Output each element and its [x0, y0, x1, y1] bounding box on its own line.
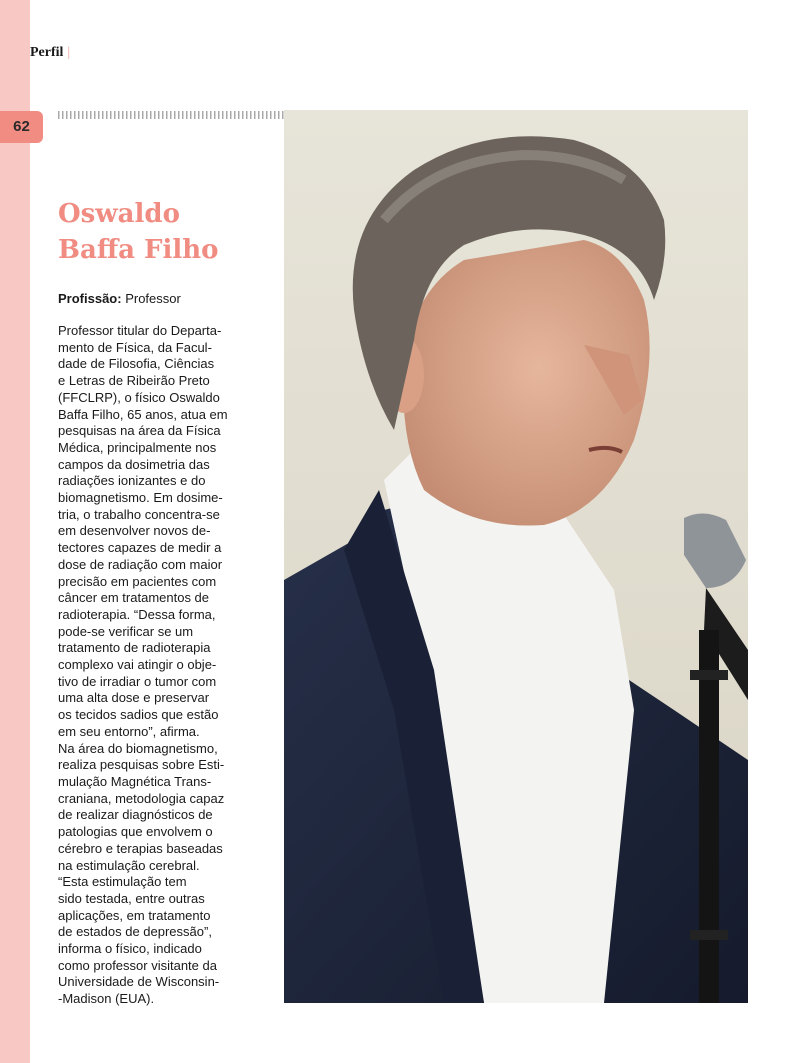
- profile-name-line-2: Baffa Filho: [58, 235, 219, 265]
- bio-line: câncer em tratamentos de: [58, 590, 210, 606]
- bio-line: sido testada, entre outras: [58, 890, 205, 906]
- profession-line: [58, 291, 278, 307]
- bio-line: informa o físico, indicado: [58, 941, 202, 957]
- bio-line: aplicações, em tratamento: [58, 907, 211, 923]
- bio-line: mulação Magnética Trans-: [58, 773, 212, 789]
- left-color-strip: [0, 0, 30, 1063]
- bio-line: complexo vai atingir o obje-: [58, 657, 217, 673]
- profile-name-heading: [58, 196, 278, 268]
- bio-line: radiações ionizantes e do: [58, 473, 206, 489]
- bio-line: radioterapia. “Dessa forma,: [58, 606, 216, 622]
- bio-line: (FFCLRP), o físico Oswaldo: [58, 389, 220, 405]
- bio-line: cérebro e terapias baseadas: [58, 840, 223, 856]
- bio-line: Baffa Filho, 65 anos, atua em: [58, 406, 228, 422]
- bio-line: como professor visitante da: [58, 957, 217, 973]
- section-label: [30, 45, 70, 61]
- bio-line: precisão em pacientes com: [58, 573, 217, 589]
- page-number: 62: [13, 118, 30, 135]
- bio-line: os tecidos sadios que estão: [58, 707, 219, 723]
- bio-line: pesquisas na área da Física: [58, 423, 221, 439]
- bio-line: de realizar diagnósticos de: [58, 807, 213, 823]
- bio-line: na estimulação cerebral.: [58, 857, 200, 873]
- bio-line: dade de Filosofia, Ciências: [58, 356, 215, 372]
- bio-line: -Madison (EUA).: [58, 991, 155, 1007]
- bio-line: em desenvolver novos de-: [58, 523, 211, 539]
- profession-value: Professor: [125, 291, 181, 306]
- bio-line: mento de Física, da Facul-: [58, 339, 212, 355]
- bio-line: tratamento de radioterapia: [58, 640, 211, 656]
- bio-line: Médica, principalmente nos: [58, 439, 217, 455]
- bio-line: “Esta estimulação tem: [58, 874, 187, 890]
- bio-line: Universidade de Wisconsin-: [58, 974, 220, 990]
- bio-line: tectores capazes de medir a: [58, 540, 222, 556]
- bio-line: campos da dosimetria das: [58, 456, 210, 472]
- bio-line: patologias que envolvem o: [58, 824, 213, 840]
- bio-line: craniana, metodologia capaz: [58, 790, 225, 806]
- section-separator: |: [67, 45, 71, 60]
- bio-line: realiza pesquisas sobre Esti-: [58, 757, 225, 773]
- profession-label: Profissão:: [58, 291, 122, 306]
- bio-line: em seu entorno”, afirma.: [58, 723, 200, 739]
- bio-line: uma alta dose e preservar: [58, 690, 210, 706]
- bio-line: pode-se verificar se um: [58, 623, 194, 639]
- bio-line: tria, o trabalho concentra-se: [58, 506, 220, 522]
- bio-text: [58, 323, 288, 1008]
- portrait-photo: [284, 110, 748, 1003]
- bio-line: biomagnetismo. Em dosime-: [58, 490, 223, 506]
- bio-line: dose de radiação com maior: [58, 556, 223, 572]
- dashed-rule: [58, 111, 284, 119]
- bio-line: de estados de depressão”,: [58, 924, 212, 940]
- bio-line: Professor titular do Departa-: [58, 323, 222, 338]
- bio-line: e Letras de Ribeirão Preto: [58, 373, 210, 389]
- profile-name-line-1: Oswaldo: [58, 199, 180, 229]
- bio-line: Na área do biomagnetismo,: [58, 740, 218, 756]
- section-label-text: Perfil: [30, 45, 64, 60]
- bio-line: tivo de irradiar o tumor com: [58, 673, 217, 689]
